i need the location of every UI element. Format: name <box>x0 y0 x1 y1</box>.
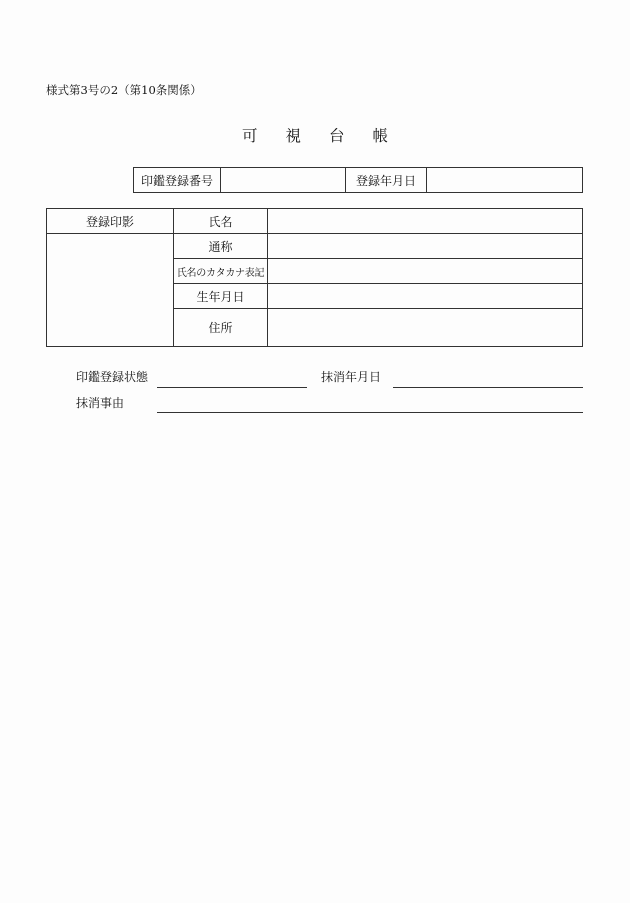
seal-number-label: 印鑑登録番号 <box>134 168 221 193</box>
registration-date-field[interactable] <box>427 168 583 193</box>
title-char-3: 台 <box>329 127 345 145</box>
title-char-1: 可 <box>241 127 258 145</box>
birthdate-field[interactable] <box>268 284 583 309</box>
registrant-table <box>46 208 583 347</box>
name-field[interactable] <box>268 209 583 234</box>
name-label: 氏名 <box>174 209 268 234</box>
document-title <box>0 124 630 146</box>
address-field[interactable] <box>268 309 583 347</box>
cancellation-date-line[interactable] <box>393 387 583 388</box>
alias-label: 通称 <box>174 234 268 259</box>
title-char-2: 視 <box>285 127 301 145</box>
seal-status-label: 印鑑登録状態 <box>76 370 149 384</box>
cancellation-reason-line[interactable] <box>157 412 583 413</box>
seal-impression-box <box>47 234 174 347</box>
form-reference: 様式第3号の2（第10条関係） <box>46 83 202 97</box>
title-char-4: 帳 <box>372 127 389 145</box>
birthdate-label: 生年月日 <box>174 284 268 309</box>
registration-date-label: 登録年月日 <box>346 168 427 193</box>
cancellation-reason-label: 抹消事由 <box>76 396 125 410</box>
cancellation-date-label: 抹消年月日 <box>321 370 382 384</box>
registered-seal-label: 登録印影 <box>47 209 174 234</box>
katakana-label: 氏名のカタカナ表記 <box>174 259 268 284</box>
katakana-field[interactable] <box>268 259 583 284</box>
alias-field[interactable] <box>268 234 583 259</box>
seal-number-field[interactable] <box>221 168 346 193</box>
registration-table <box>133 167 583 193</box>
seal-status-line[interactable] <box>157 387 307 388</box>
address-label: 住所 <box>174 309 268 347</box>
